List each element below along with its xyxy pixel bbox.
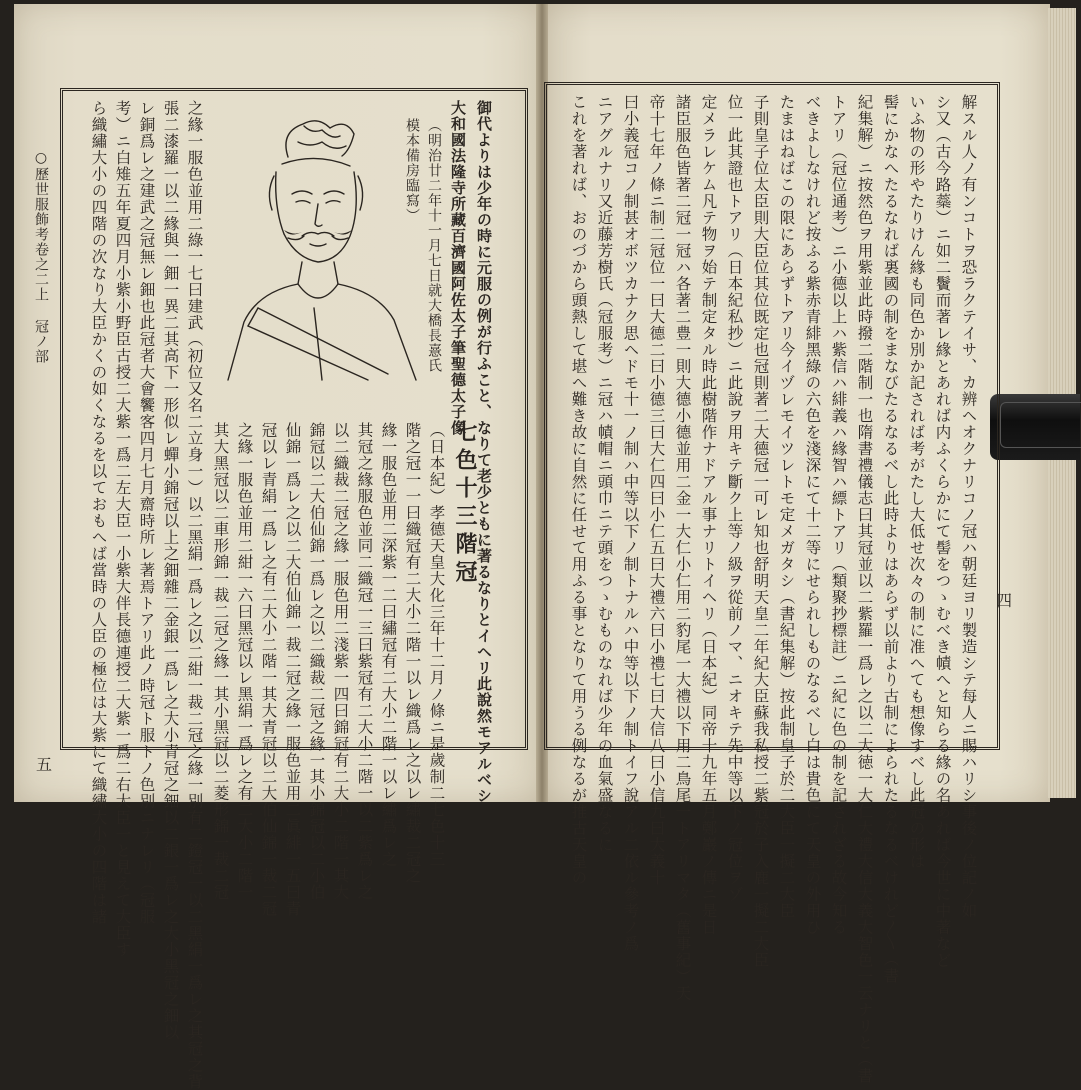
- left-body-line: ら織繡大小の四階の次なり大臣かくの如くなるを以ておもへば當時の人臣の極位は大紫にて織繡大小の四階は諸: [89, 100, 108, 925]
- left-body-line: 其大黑冠以二車形錦一裁二冠之緣一其小黑冠以二菱形錦一裁二冠: [211, 422, 230, 901]
- portrait-illustration: [218, 112, 422, 382]
- left-body-line: 之緣一服色並用二綠一七曰建武（初位又名二立身一）以二黑絹一爲レ之以二紺一裁二冠之緣一別有二鐙冠一以二黑絹一爲レ之其冠之背: [185, 100, 204, 1090]
- right-body-line: べきよしなけれど按ふる紫赤青緋黑綠の六色を淺深にて十二等にせられしものなるべし白は貴色にて天皇の外用ひ: [803, 94, 822, 936]
- left-body-line: 階之冠一一曰織冠有二大小二階一以レ織爲レ之以レ繡裁二冠之: [403, 422, 422, 884]
- binder-clip-highlight: [1000, 402, 1081, 448]
- left-body-line: 冠以レ青絹一爲レ之有二大小二階一其大青冠以二大伯仙錦一裁二冠: [259, 422, 278, 917]
- caption-line-2: 大和國法隆寺所藏百濟國阿佐太子筆聖德太子像: [449, 100, 467, 436]
- caption-line-1: 御代よりは少年の時に元服の例が行ふこと、なりて老少ともに著るなりとイヘリ此說然モアルベシ: [475, 100, 493, 804]
- left-body-line: 考）ニ白雉五年夏四月小紫小野臣古授二大紫一爲二左大臣一小紫大伴長德連授二大紫一爲二右大臣一と見えて大臣す: [113, 100, 132, 958]
- left-body-line: 以二織裁二冠之緣一服色用二淺紫一四曰錦冠有二大小二階一其大: [331, 422, 350, 901]
- right-body-line: 髻にかなへたるなれば裏國の制をまなびたるなるべし此時よりはあらず以前より古制によられたるなるべけれど〳〵（書: [881, 94, 900, 984]
- left-body-line: レ銅爲レ之建武之冠無レ鈿也此冠者大會饗客四月七月齋時所レ著焉トアリ此ノ時冠ト服トノ色別ニナレリ（冠服: [137, 100, 156, 925]
- right-body-line: 解スル人ノ有ンコトヲ恐ラクテイサ、カ辨ヘオクナリコノ冠ハ朝廷ヨリ製造シテ每人ニ賜ハリシ事後ノ位記ノ如: [959, 94, 978, 919]
- left-body-line: 張二漆羅一以二緣與一鈿一異二其高下一形似レ蟬小錦冠以上之鈿雜二金銀一爲レ之大小青冠之鈿以二銀一爲レ之大小黑冠之鈿以: [161, 100, 180, 1041]
- left-body-line: 之緣一服色並用二紺一六曰黑冠以レ黑絹一爲レ之有二大小二階一: [235, 422, 254, 901]
- right-body-line: トアリ（冠位通考）ニ小德以上ハ紫信ハ緋義ハ緣智ハ縹トアリ（類聚抄標註）ニ紀に色の制を記されざる故今知る: [829, 94, 848, 936]
- right-body-line: ニアグルナリ又近藤芳樹氏（冠服考）ニ冠ハ幘帽ニ頭巾ニテ頭をつゝむものなれば少年の血氣盛なるに: [595, 94, 614, 853]
- right-body-line: 定メラレケム凡テ物ヲ始テ制定タル時此樹階作ナドアル事ナリトイヘリ（日本紀）同帝十九年五月鄭巖ノ傳ニ是日: [699, 94, 718, 936]
- left-body-line: 其冠之緣服色並同二織冠一三曰紫冠有二大小二階一以二紫爲レ之: [355, 422, 374, 901]
- section-heading: 七色十三階冠: [452, 420, 478, 588]
- right-body-line: 諸臣服色皆著二冠一冠ハ各著二豊一則大德小德並用二金一大仁小仁用二豹尾一大禮以下用二鳥尾一トアリマタ（舊事紀）天: [673, 94, 692, 1002]
- left-margin-title: ○歷世服飾考卷之二上 冠ノ部: [33, 150, 49, 364]
- caption-line-3: （明治廿二年十一月七日就大橋長憙氏: [426, 118, 442, 373]
- right-body-line: 子則皇子位太臣則大臣位其位既定也冠則著二大德冠一可レ知也舒明天皇二年紀大臣蘇我私授二紫冠於子入鹿一擬二大臣: [751, 94, 770, 969]
- left-page-number: 五: [36, 755, 53, 774]
- left-body-line: 緣一服色並用二深紫一二曰繡冠有二大小二階一以レ繡爲レ之: [379, 422, 398, 868]
- right-body-line: 帝十七年ノ條ニ制二冠位一曰大德二曰小德三曰大仁四曰小仁五曰大禮六曰小禮七曰大信八曰小信九曰大義十: [647, 94, 666, 886]
- right-body-line: シ又（古今路蘂）ニ如二鬢而著レ緣とあれば内ふくらかにて髻をつゝむべき幘へと知らる緣の名あれば今世に中著など: [933, 94, 952, 969]
- right-body-line: たまはねばこの限にあらずトアリ今イヅレモイツレトモ定メガタシ（書紀集解）按此制皇子於二大臣一擬二大臣: [777, 94, 796, 919]
- right-body-line: 紀集解）ニ按然色ヲ用紫並此時撥二階制一也隋書禮儀志曰其冠並以二紫羅一爲レ之以二大徳一大仁大禮大信大義大智色一云ナリと（書: [855, 94, 874, 1084]
- right-body-line: 位一此其證也トアリ（日本紀私抄）ニ此說ヲ用キテ斷ク上等ノ級ヲ從前ノマ、ニオキテ先中等以下ノ冠位ヲゾ: [725, 94, 744, 903]
- left-body-line: 錦冠以二大伯仙錦一爲レ之以二織裁二冠之緣一其小錦冠以二小伯: [307, 422, 326, 901]
- right-body-line: 曰小義冠コノ制甚オボツカナク思ヘドモ十一ノ制ハ中等以下ノ制トナルハ中等以下ノ制トイフ說アル二依ル參考ノ爲: [621, 94, 640, 952]
- right-body-line: いふ物の形やたりけん緣も同色か別か記されば考がたし大低せ次々の制に准へても想像すべし此冠の形は: [907, 94, 926, 870]
- right-body-line: これを著れば、おのづから頭熱して堪へ難き故に自然に任せて用ふる事となりて用うる例なるが推古天皇の: [569, 94, 588, 886]
- right-page-number: 四: [996, 591, 1013, 610]
- caption-line-4: 模本備房臨寫）: [404, 118, 420, 223]
- left-body-line: （日本紀）孝德天皇大化三年十二月ノ條ニ是歲制二七色十三: [427, 422, 446, 868]
- left-body-line: 仙錦一爲レ之以二大伯仙錦一裁二冠之緣一服色並用二眞緋一五曰青: [283, 422, 302, 917]
